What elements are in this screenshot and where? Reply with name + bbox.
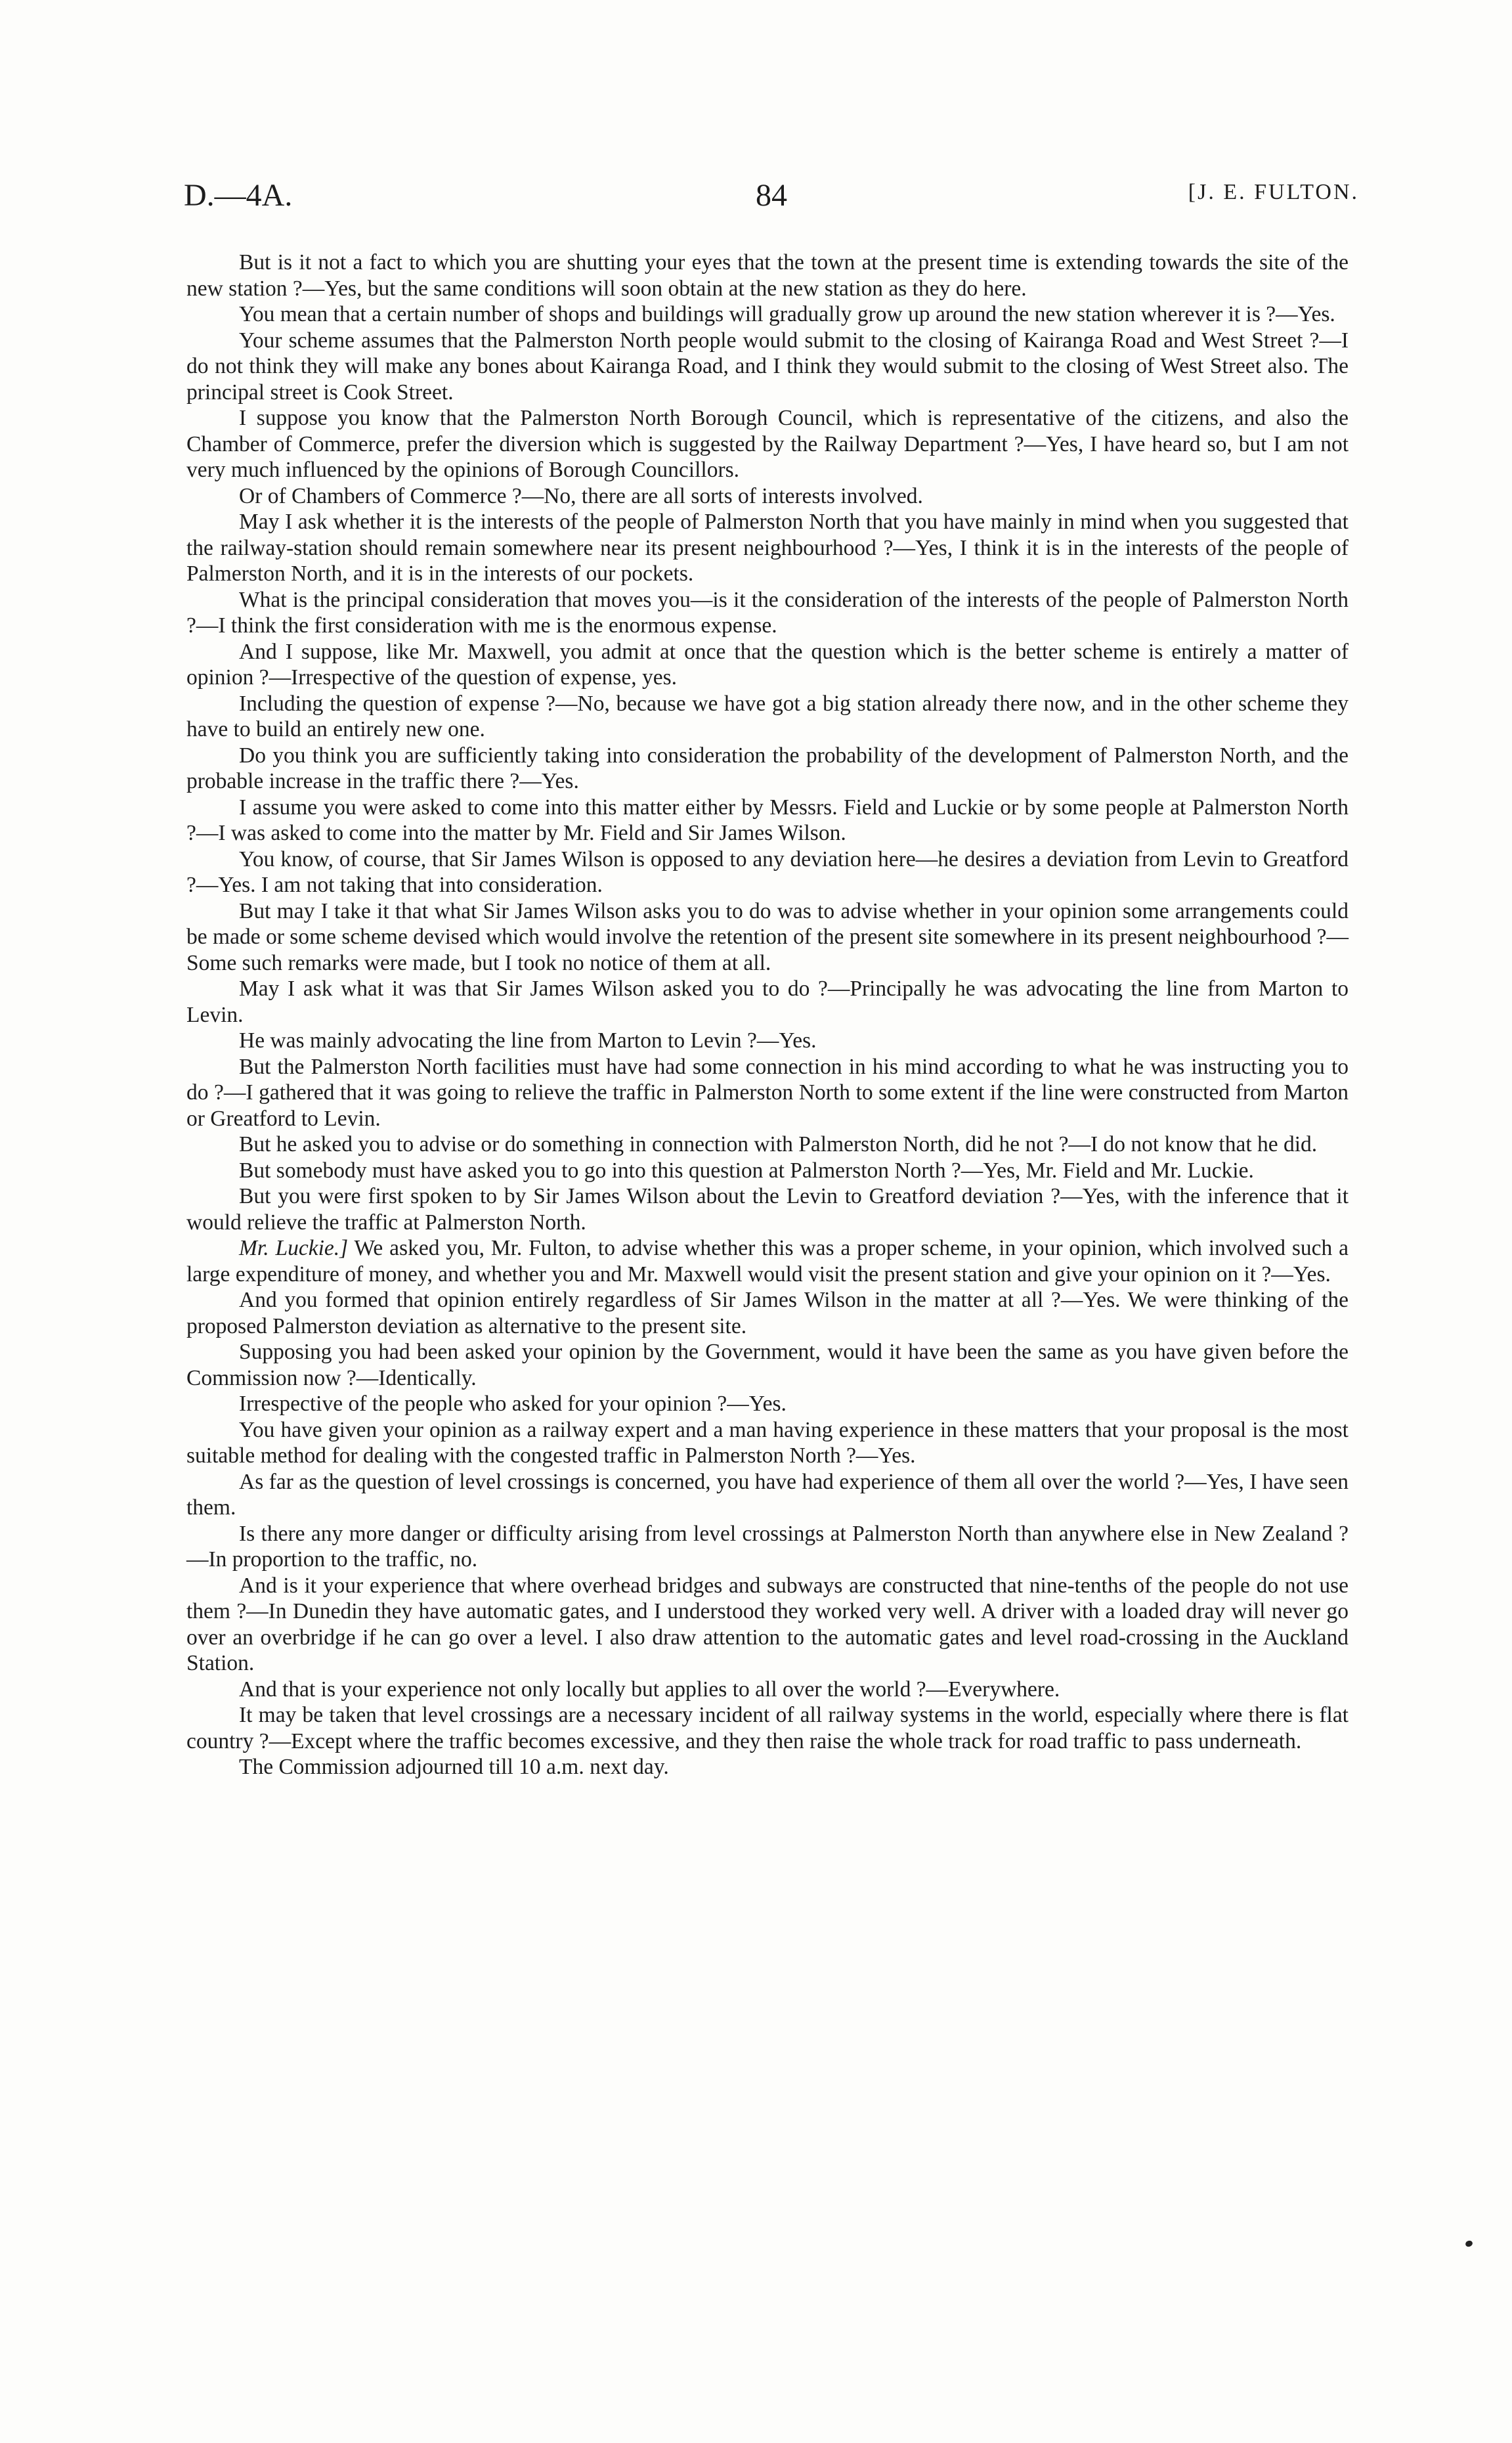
- paragraph: I assume you were asked to come into this matter either by Messrs. Field and Luckie or by some people at Palmerston North ?—I was asked to come into the matter by Mr. Field and Sir James Wilson.: [186, 795, 1349, 845]
- paragraph: And I suppose, like Mr. Maxwell, you admit at once that the question which is the better scheme is entirely a matter of opinion ?—Irrespective of the question of expense, yes.: [186, 639, 1349, 690]
- paragraph: You have given your opinion as a railway expert and a man having experience in these matters that your proposal is the most suitable method for dealing with the congested traffic in Palmerston North ?—Yes.: [186, 1417, 1349, 1468]
- document-reference: D.—4A.: [184, 178, 293, 213]
- paragraph: As far as the question of level crossings is concerned, you have had experience of them all over the world ?—Yes, I have seen them.: [186, 1469, 1349, 1520]
- page-number: 84: [756, 178, 787, 213]
- paragraph: The Commission adjourned till 10 a.m. next day.: [239, 1755, 669, 1779]
- paragraph: You know, of course, that Sir James Wilson is opposed to any deviation here—he desires a deviation from Levin to Greatford ?—Yes. I am not taking that into consideration.: [186, 847, 1349, 897]
- speaker-label: Mr. Luckie.]: [239, 1236, 349, 1260]
- paragraph: But the Palmerston North facilities must have had some connection in his mind according to what he was instructing you to do ?—I gathered that it was going to relieve the traffic in Palmerston North to some extent if the line were constructed from Marton or Greatford to Levin.: [186, 1054, 1349, 1131]
- paragraph: You mean that a certain number of shops and buildings will gradually grow up around the new station wherever it is ?—Yes.: [239, 302, 1335, 326]
- paragraph-speaker: [186, 1235, 1349, 1287]
- paragraph: And that is your experience not only locally but applies to all over the world ?—Everywhere.: [239, 1677, 1060, 1702]
- paragraph: And is it your experience that where overhead bridges and subways are constructed that nine-tenths of the people do not use them ?—In Dunedin they have automatic gates, and I understood they worked very well. A driver with a loaded dray will never go over an overbridge if he can go over a level. I also draw attention to the automatic gates and level road-crossing in the Auckland Station.: [186, 1573, 1349, 1675]
- paragraph: But somebody must have asked you to go into this question at Palmerston North ?—Yes, Mr. Field and Mr. Luckie.: [239, 1158, 1254, 1183]
- paragraph: Supposing you had been asked your opinion by the Government, would it have been the same as you have given before the Commission now ?—Identically.: [186, 1340, 1349, 1390]
- paragraph: He was mainly advocating the line from Marton to Levin ?—Yes.: [239, 1028, 817, 1053]
- paragraph: Your scheme assumes that the Palmerston North people would submit to the closing of Kairanga Road and West Street ?—I do not think they will make any bones about Kairanga Road, and I think they would submit to the closing of West Street also. The principal street is Cook Street.: [186, 328, 1349, 405]
- paragraph: It may be taken that level crossings are a necessary incident of all railway systems in the world, especially where there is flat country ?—Except where the traffic becomes excessive, and they then raise the whole track for road traffic to pass underneath.: [186, 1703, 1349, 1753]
- paragraph: What is the principal consideration that moves you—is it the consideration of the interests of the people of Palmerston North ?—I think the first consideration with me is the enormous expense.: [186, 587, 1349, 638]
- page-header: [184, 177, 1359, 217]
- paragraph: May I ask what it was that Sir James Wilson asked you to do ?—Principally he was advocating the line from Marton to Levin.: [186, 977, 1349, 1027]
- paragraph: But you were first spoken to by Sir James Wilson about the Levin to Greatford deviation ?—Yes, with the inference that it would relieve the traffic at Palmerston North.: [186, 1184, 1349, 1235]
- ink-mark: [1465, 2239, 1473, 2247]
- paragraph: Including the question of expense ?—No, because we have got a big station already there now, and in the other scheme they have to build an entirely new one.: [186, 691, 1349, 741]
- witness-name: [J. E. FULTON.: [1188, 180, 1359, 204]
- paragraph: May I ask whether it is the interests of the people of Palmerston North that you have mainly in mind when you suggested that the railway-station should remain somewhere near its present neighbourhood ?—Yes, I think it is in the interests of the people of Palmerston North, and it is in the interests of our pockets.: [186, 510, 1349, 586]
- paragraph: Or of Chambers of Commerce ?—No, there are all sorts of interests involved.: [239, 483, 923, 508]
- paragraph: I suppose you know that the Palmerston North Borough Council, which is representative of the citizens, and also the Chamber of Commerce, prefer the diversion which is suggested by the Railway Department ?—Yes, I have heard so, but I am not very much influenced by the opinions of Borough Councillors.: [186, 406, 1349, 482]
- paragraph: But is it not a fact to which you are shutting your eyes that the town at the present time is extending towards the site of the new station ?—Yes, but the same conditions will soon obtain at the new station as they do here.: [186, 250, 1349, 301]
- paragraph: Is there any more danger or difficulty arising from level crossings at Palmerston North than anywhere else in New Zealand ?—In proportion to the traffic, no.: [186, 1521, 1349, 1572]
- paragraph-text: We asked you, Mr. Fulton, to advise whether this was a proper scheme, in your opinion, which involved such a large expenditure of money, and whether you and Mr. Maxwell would visit the present station and give your opinion on it ?—Yes.: [186, 1236, 1349, 1287]
- paragraph: But may I take it that what Sir James Wilson asks you to do was to advise whether in your opinion some arrangements could be made or some scheme devised which would involve the retention of the present site somewhere in its present neighbourhood ?—Some such remarks were made, but I took no notice of them at all.: [186, 898, 1349, 975]
- paragraph: Irrespective of the people who asked for your opinion ?—Yes.: [239, 1392, 787, 1416]
- paragraph: And you formed that opinion entirely regardless of Sir James Wilson in the matter at all ?—Yes. We were thinking of the proposed Palmerston deviation as alternative to the present site.: [186, 1288, 1349, 1338]
- paragraph: Do you think you are sufficiently taking into consideration the probability of the development of Palmerston North, and the probable increase in the traffic there ?—Yes.: [186, 743, 1349, 793]
- testimony-body: [186, 250, 1349, 1780]
- paragraph: But he asked you to advise or do something in connection with Palmerston North, did he not ?—I do not know that he did.: [239, 1132, 1318, 1156]
